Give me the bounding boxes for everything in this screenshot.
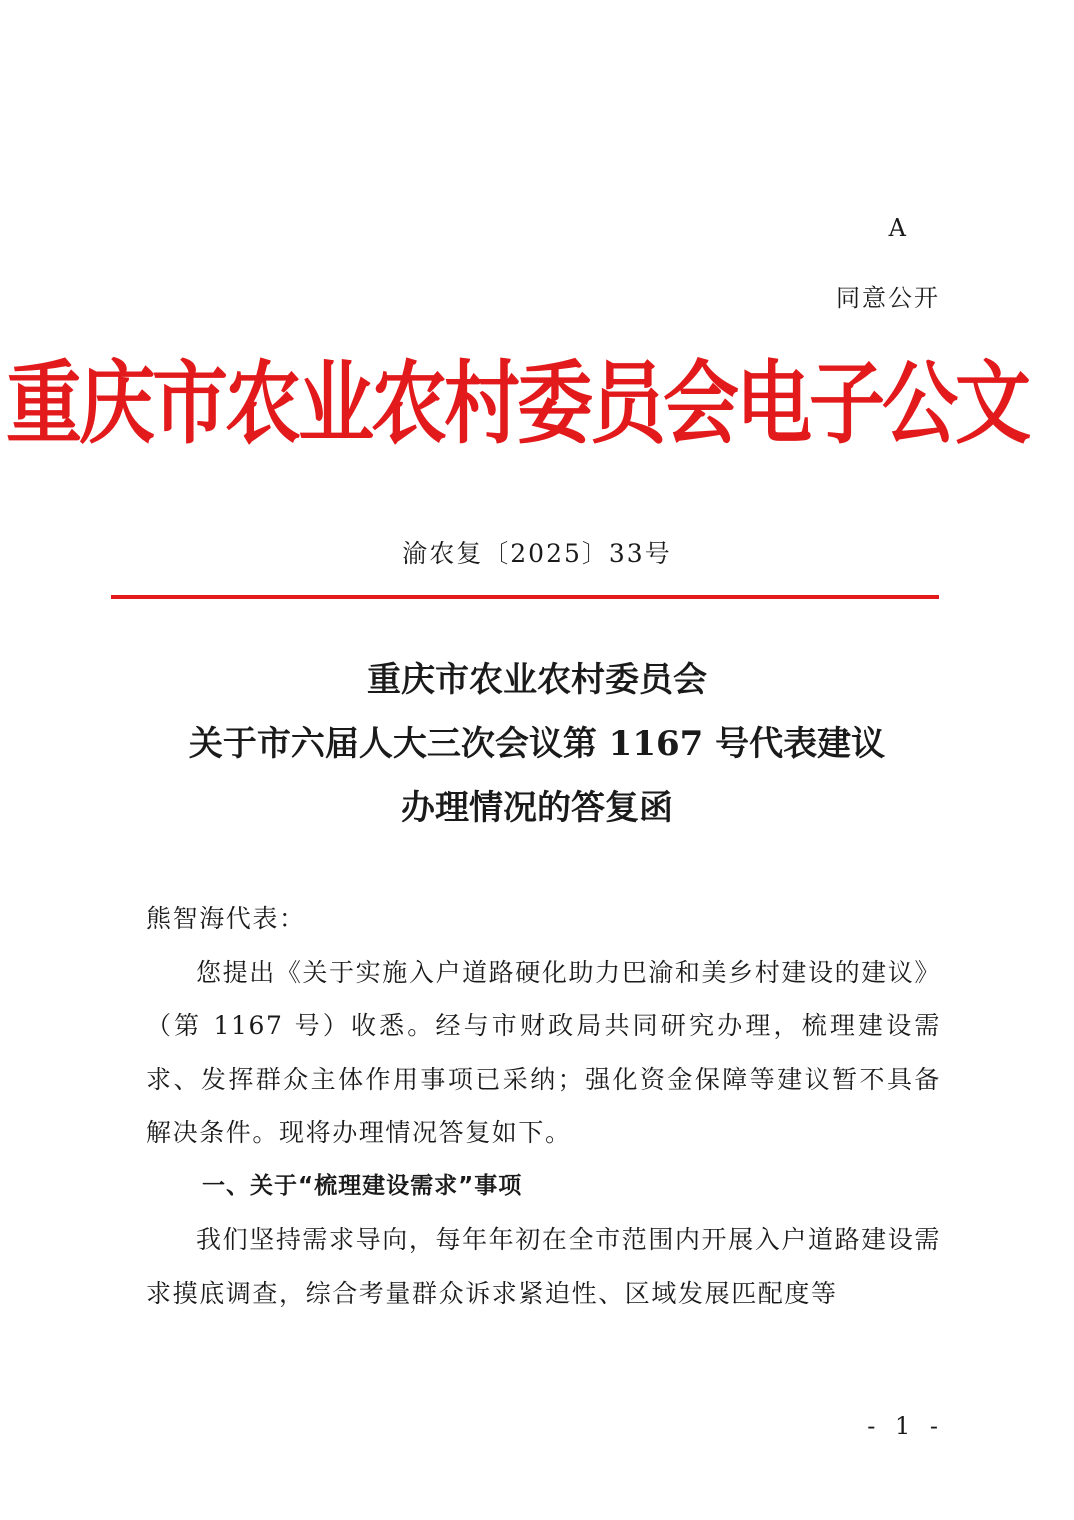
- document-header-title: 重庆市农业农村委员会电子公文: [6, 350, 1028, 456]
- salutation: 熊智海代表：: [146, 904, 306, 933]
- title-line-3: 办理情况的答复函: [401, 788, 673, 828]
- document-body: [146, 892, 941, 1320]
- document-number: 渝农复〔2025〕33号: [402, 539, 672, 568]
- red-divider: [111, 595, 939, 599]
- body-paragraph-1: 您提出《关于实施入户道路硬化助力巴渝和美乡村建设的建议》（第 1167 号）收悉。经与市财政局共同研究办理，梳理建设需求、发挥群众主体作用事项已采纳；强化资金保障等建议暂不具备解决条件。现将办理情况答复如下。: [146, 957, 941, 1147]
- body-paragraph-2: 我们坚持需求导向，每年年初在全市范围内开展入户道路建设需求摸底调查，综合考量群众诉求紧迫性、区域发展匹配度等: [146, 1225, 941, 1308]
- page-number: - 1 -: [867, 1412, 944, 1440]
- title-line-2: 关于市六届人大三次会议第 1167 号代表建议: [188, 724, 886, 764]
- section-heading-1: 一、关于“梳理建设需求”事项: [202, 1172, 523, 1199]
- classification-mark: A: [888, 214, 906, 242]
- title-line-1: 重庆市农业农村委员会: [367, 660, 707, 700]
- disclosure-label: 同意公开: [836, 284, 940, 312]
- document-title: [0, 648, 1074, 840]
